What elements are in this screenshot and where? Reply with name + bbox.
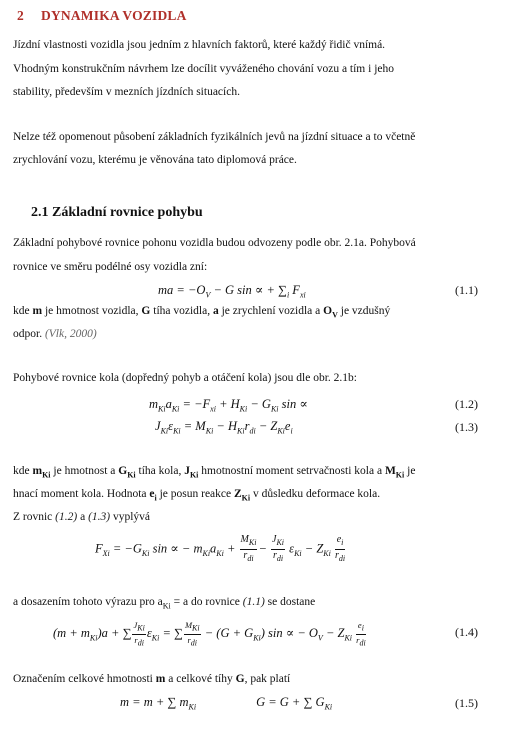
explain-line-1: kde $m_{Ki}$ je hmotnost a $G_{Ki}$ tíha kola, $J_{Ki}$ hmotnostní moment setrvačnosti kola a $M_{Ki}$ je [13, 465, 416, 480]
s1-line-2: rovnice ve směru podélné osy vozidla zní: [13, 261, 208, 273]
intro-line-3: stability, především v mezních jízdních situacích. [13, 86, 240, 98]
eq-number-1-1: (1.1) [455, 283, 478, 297]
oznacenim-line: Označením celkové hmotnosti m a celkové tíhy G, pak platí [13, 673, 291, 685]
equation-1-1: ma = $-O_V - G$ sin ∝ + $\sum_i$ $F_{xi}$ [158, 283, 306, 300]
s1-line-1: Základní pohybové rovnice pohonu vozidla budou odvozeny podle obr. 2.1a. Pohybová [13, 237, 416, 249]
citation: (Vlk, 2000) [44, 328, 97, 340]
after-eq11-line-2: odpor. (Vlk, 2000) [13, 328, 97, 340]
chapter-title: DYNAMIKA VOZIDLA [41, 8, 187, 23]
equation-1-4: $(m + m_{Ki})a$ + ∑ $\frac{J_{Ki}}{r_{di}}$ $\varepsilon_{Ki}$ = ∑ $\frac{M_{Ki}}{r_{di}}$ − $(G + G_{Ki})$ sin ∝ − $O_V - Z_{Ki}$ $\frac{e_i}{r_{di}}$ [53, 620, 366, 648]
section-title: Základní rovnice pohybu [52, 205, 203, 220]
after-eq11-line-1: kde m je hmotnost vozidla, G tíha vozidla, a je zrychlení vozidla a $O_V$ je vzdušný [13, 305, 391, 320]
section-number: 2.1 [31, 205, 49, 220]
para2-line-2: zrychlování vozu, kterému je věnována tato diplomová práce. [13, 154, 297, 166]
chapter-heading [17, 8, 187, 24]
equation-1-2: $m_{Ki}a_{Ki} = -F_{xi} + H_{Ki} - G_{Ki}$ sin ∝ [149, 397, 308, 414]
explain-line-2: hnací moment kola. Hodnota $e_i$ je posun reakce $Z_{Ki}$ v důsledku deformace kola. [13, 488, 381, 503]
equation-fxi: $F_{Xi} = -G_{Ki}$ sin ∝ − $m_{Ki}a_{Ki}$ + $\frac{M_{Ki}}{r_{di}}$ − $\frac{J_{Ki}}{r_{di}}$ $\varepsilon_{Ki} - Z_{Ki}$ $\frac{e_i}{r_{di}}$ [95, 534, 346, 563]
explain-line-3: Z rovnic (1.2) a (1.3) vyplývá [13, 511, 151, 523]
intro-line-1: Jízdní vlastnosti vozidla jsou jedním z hlavních faktorů, které každý řidič vnímá. [13, 39, 386, 51]
eq-number-1-5: (1.5) [455, 696, 478, 710]
section-heading [31, 205, 203, 221]
intro-line-2: Vhodným konstrukčním návrhem lze docílit vyváženého chování vozu a tím i jeho [13, 63, 394, 75]
chapter-number: 2 [17, 8, 24, 23]
equation-1-5: m = m + ∑ $m_{Ki}$ G = G + ∑ $G_{Ki}$ [120, 695, 333, 712]
kolo-line: Pohybové rovnice kola (dopředný pohyb a otáčení kola) jsou dle obr. 2.1b: [13, 372, 357, 384]
dosazenim-line: a dosazením tohoto výrazu pro $a_{Ki} = a$ do rovnice (1.1) se dostane [13, 596, 316, 611]
eq-number-1-2: (1.2) [455, 397, 478, 411]
equation-1-3: $J_{Ki}\varepsilon_{Ki} = M_{Ki} - H_{Ki}r_{di} - Z_{Ki}e_i$ [155, 419, 293, 436]
eq-number-1-4: (1.4) [455, 625, 478, 639]
eq-number-1-3: (1.3) [455, 420, 478, 434]
para2-line-1: Nelze též opomenout působení základních fyzikálních jevů na jízdní situace a to včetně [13, 131, 416, 143]
